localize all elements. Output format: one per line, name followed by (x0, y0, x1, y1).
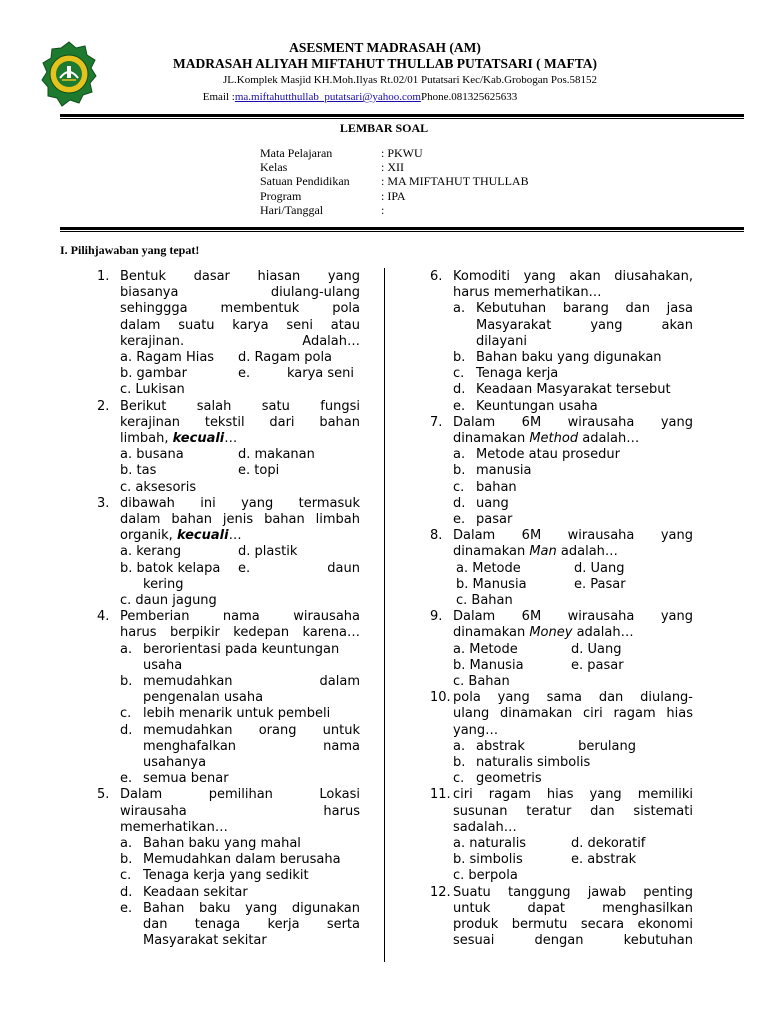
option-text: pasar (476, 512, 513, 528)
option-text: usahanya (143, 754, 207, 770)
question-text: Bentuk dasar hiasan yang (120, 269, 360, 284)
option-d[interactable]: d. Uang (574, 560, 625, 576)
question-text: ciri ragam hias yang memiliki (453, 787, 693, 803)
option-row (453, 674, 693, 690)
option-text: Keadaan sekitar (143, 884, 248, 900)
emphasis-text: Method (529, 431, 579, 447)
text-part: … (224, 430, 238, 446)
text-part: limbah, (120, 430, 173, 446)
option-e[interactable]: e. topi (238, 463, 280, 479)
option-c[interactable] (453, 366, 693, 382)
question-text: ulang dinamakan ciri ragam hias (453, 706, 693, 722)
option-text: Keadaan Masyarakat tersebut (476, 382, 671, 398)
option-b[interactable]: b. tas (120, 463, 157, 479)
header-title: ASESMENT MADRASAH (AM) (289, 40, 481, 55)
question-text: pola yang sama dan diulang- (453, 690, 693, 706)
question-text: dalam bahan jenis bahan limbah (120, 511, 360, 527)
option-text: daun (327, 560, 360, 576)
option-row (120, 577, 360, 593)
info-label: Satuan Pendidikan (260, 174, 350, 189)
option-row (120, 382, 360, 398)
option-c[interactable]: c. aksesoris (120, 479, 197, 495)
question-text: sadalah… (453, 819, 517, 835)
option-letter: c. (120, 706, 132, 722)
option-row (453, 561, 693, 577)
option-e[interactable] (120, 771, 360, 787)
option-text: manusia (476, 463, 532, 479)
question-number: 7. (430, 414, 443, 430)
option-letter: a. (120, 835, 133, 851)
question-text: kerajinan tekstil dari bahan (120, 414, 360, 430)
option-e[interactable] (120, 901, 360, 950)
option-letter: b. (453, 350, 466, 366)
phone-number: Phone.081325625633 (420, 91, 518, 103)
question-text: Dalam 6M wirausaha yang (453, 609, 693, 625)
option-text: Masyarakat sekitar (143, 933, 267, 949)
question-number: 1. (97, 269, 110, 284)
option-a[interactable] (453, 447, 693, 463)
option-letter: d. (120, 722, 133, 738)
option-row (453, 836, 693, 852)
contact-line (110, 91, 610, 103)
school-name: MADRASAH ALIYAH MIFTAHUT THULLAB PUTATSARI ( MAFTA) (172, 56, 598, 71)
option-b[interactable]: b. Manusia (456, 576, 527, 592)
option-letter: b. (120, 673, 133, 689)
question-7 (430, 415, 693, 528)
option-letter: b. (120, 852, 133, 868)
option-e[interactable]: e. abstrak (571, 852, 637, 868)
info-value: : MA MIFTAHUT THULLAB (381, 174, 529, 189)
text-part: dinamakan (453, 544, 530, 560)
option-text: Tenaga kerja (476, 366, 559, 382)
info-label: Program (260, 188, 302, 203)
question-text: dibawah ini yang termasuk (120, 495, 360, 511)
option-e[interactable] (453, 512, 693, 528)
option-text: abstrak (476, 738, 525, 754)
question-text: Komoditi yang akan diusahakan, (453, 269, 693, 284)
option-e[interactable] (238, 366, 360, 382)
info-value: : XII (381, 160, 404, 175)
question-10 (430, 690, 693, 787)
option-a[interactable] (120, 836, 360, 852)
text-part: adalah… (556, 544, 618, 560)
question-text (453, 431, 693, 447)
option-text: Bahan baku yang mahal (143, 835, 301, 851)
option-a[interactable]: a. busana (120, 447, 184, 463)
question-number: 4. (97, 609, 110, 625)
question-number: 12. (430, 884, 451, 900)
question-number: 6. (430, 269, 443, 284)
option-text: menghafalkan nama (143, 738, 360, 754)
option-letter: e. (453, 398, 466, 414)
option-text: Bahan baku yang digunakan (476, 350, 662, 366)
option-d[interactable]: d. Uang (571, 641, 622, 657)
option-d[interactable] (120, 723, 360, 772)
question-text: harus berpikir kedepan karena… (120, 625, 360, 641)
option-text: dilayani (476, 333, 527, 349)
option-row (120, 480, 360, 496)
option-row (453, 658, 693, 674)
option-letter: d. (120, 884, 133, 900)
question-text: dalam suatu karya seni atau (120, 317, 360, 333)
option-letter: e. (120, 771, 133, 787)
info-value: : IPA (381, 188, 406, 203)
option-d[interactable]: d. Ragam pola (238, 350, 333, 366)
option-c[interactable]: c. Lukisan (120, 382, 185, 398)
text-part: dinamakan (453, 625, 530, 641)
option-row (120, 350, 360, 366)
info-value: : (381, 202, 385, 217)
emphasis-text: Man (529, 544, 557, 560)
question-number: 9. (430, 609, 443, 625)
question-text (453, 544, 693, 560)
option-a[interactable] (120, 642, 360, 674)
question-text: sesuai dengan kebutuhan (453, 933, 693, 949)
question-text (453, 625, 693, 641)
option-a[interactable]: a. kerang (120, 544, 182, 560)
option-row (120, 447, 360, 463)
question-text: yang… (453, 722, 499, 738)
question-text: Dalam pemilihan Lokasi (120, 787, 360, 803)
option-text: dan tenaga kerja serta (143, 916, 360, 932)
question-12 (430, 885, 693, 950)
option-b[interactable] (120, 674, 360, 706)
option-letter: d. (453, 382, 466, 398)
option-letter: e. (238, 560, 251, 576)
option-c[interactable]: c. daun jagung (120, 592, 217, 608)
email-label: Email : (202, 91, 235, 103)
option-text: memudahkan orang untuk (143, 722, 360, 738)
option-d[interactable]: d. dekoratif (571, 836, 646, 852)
question-number: 2. (97, 398, 110, 414)
option-b[interactable] (453, 755, 693, 771)
option-letter: a. (453, 301, 466, 317)
question-number: 3. (97, 495, 110, 511)
option-b[interactable]: b. batok kelapa (120, 560, 221, 576)
option-text: bahan (476, 479, 517, 495)
question-1 (97, 269, 360, 399)
info-rule-thin (60, 231, 744, 232)
option-text: lebih menarik untuk pembeli (143, 706, 331, 722)
question-text: sehinggga membentuk pola (120, 301, 360, 317)
info-label: Mata Pelajaran (260, 146, 333, 160)
option-a[interactable]: a. Metode (453, 641, 518, 657)
option-letter: a. (453, 447, 466, 463)
option-e[interactable]: e. pasar (571, 657, 624, 673)
option-text: memudahkan dalam (143, 673, 360, 689)
email-link[interactable]: ma.miftahutthullab_putatsari@yahoo.com (234, 91, 421, 103)
question-number: 11. (430, 787, 451, 803)
option-e[interactable] (453, 399, 693, 415)
question-text: wirausaha harus (120, 803, 360, 819)
info-label: Hari/Tanggal (260, 202, 324, 217)
option-text: Keuntungan usaha (476, 398, 598, 414)
question-text: Dalam 6M wirausaha yang (453, 528, 693, 544)
question-text: susunan teratur dan sistemati (453, 803, 693, 819)
option-letter: c. (453, 771, 465, 787)
emphasis-text: kecuali (172, 430, 225, 446)
text-part: organik, (120, 528, 177, 544)
option-text: naturalis simbolis (476, 755, 591, 770)
option-a[interactable]: a. Metode (456, 560, 521, 576)
option-c[interactable]: c. Bahan (456, 593, 513, 609)
question-number: 5. (97, 787, 110, 803)
question-text: Berikut salah satu fungsi (120, 398, 360, 414)
option-letter: a. (120, 641, 133, 657)
option-letter: e. (238, 366, 251, 382)
question-text: Dalam 6M wirausaha yang (453, 414, 693, 430)
question-number: 10. (430, 690, 451, 706)
option-row (120, 561, 360, 577)
option-letter: e. (120, 900, 133, 916)
option-letter: c. (453, 479, 465, 495)
section-heading: I. Pilihjawaban yang tepat! (60, 243, 200, 257)
option-c[interactable]: c. berpola (453, 868, 518, 884)
question-text (120, 528, 360, 544)
option-row (120, 544, 360, 560)
option-text: Metode atau prosedur (476, 447, 620, 463)
option-text: uang (476, 495, 509, 511)
question-4 (97, 609, 360, 787)
question-text: kerajinan. Adalah… (120, 333, 360, 349)
emphasis-text: Money (529, 625, 573, 641)
option-row (120, 463, 360, 479)
option-text: Kebutuhan barang dan jasa (476, 301, 693, 317)
option-d[interactable]: d. makanan (238, 447, 315, 463)
option-a[interactable]: a. Ragam Hias (120, 350, 215, 366)
question-11 (430, 787, 693, 884)
option-b[interactable] (453, 350, 693, 366)
info-rule-thick (60, 227, 744, 230)
option-text: berorientasi pada keuntungan (143, 641, 340, 657)
option-a[interactable] (453, 739, 693, 755)
school-logo (40, 40, 98, 110)
text-part: dinamakan (453, 431, 530, 447)
questions-left (97, 269, 360, 949)
questions-right (430, 269, 693, 949)
question-text: biasanya diulang-ulang (120, 285, 360, 301)
option-letter: b. (453, 755, 466, 770)
option-e[interactable] (238, 561, 360, 577)
option-a[interactable] (453, 301, 693, 350)
option-text: geometris (476, 771, 542, 787)
question-text: untuk dapat menghasilkan (453, 900, 693, 916)
header-rule-thin (60, 118, 744, 119)
option-text: Tenaga kerja yang sedikit (143, 868, 309, 884)
school-address: JL.Komplek Masjid KH.Moh.Ilyas Rt.02/01 Putatsari Kec/Kab.Grobogan Pos.58152 (223, 74, 597, 86)
option-a[interactable]: a. naturalis (453, 836, 527, 852)
option-letter: c. (453, 366, 465, 382)
option-row (453, 852, 693, 868)
info-label: Kelas (260, 160, 288, 175)
option-text: Bahan baku yang digunakan (143, 900, 360, 916)
option-b[interactable]: b. gambar (120, 366, 187, 382)
question-5 (97, 787, 360, 949)
option-text: usaha (143, 657, 183, 673)
option-row (453, 577, 693, 593)
question-text: produk bermutu secara ekonomi (453, 916, 693, 932)
option-b[interactable] (120, 852, 360, 868)
option-d[interactable]: d. plastik (238, 544, 298, 560)
question-6 (430, 269, 693, 415)
info-value: : PKWU (381, 146, 423, 160)
text-part: adalah… (578, 431, 640, 447)
option-c[interactable] (120, 868, 360, 884)
option-text: semua benar (143, 771, 229, 787)
option-d[interactable] (453, 496, 693, 512)
option-b[interactable]: b. simbolis (453, 852, 523, 868)
option-text: pengenalan usaha (143, 690, 264, 706)
question-text: harus memerhatikan… (453, 285, 602, 301)
option-d[interactable] (453, 382, 693, 398)
option-c[interactable] (453, 480, 693, 496)
question-8 (430, 528, 693, 609)
option-row (120, 366, 360, 382)
option-b-continued: kering (143, 576, 184, 592)
option-row (453, 593, 693, 609)
option-letter: b. (453, 463, 466, 479)
option-text: karya seni (286, 366, 354, 382)
option-b[interactable]: b. Manusia (453, 657, 524, 673)
option-text: Masyarakat yang akan (476, 317, 693, 333)
text-part: … (228, 528, 242, 544)
header-rule-thick (60, 114, 744, 117)
option-letter: e. (453, 512, 466, 528)
option-row (453, 868, 693, 884)
option-letter: d. (453, 495, 466, 511)
option-text: Memudahkan dalam berusaha (143, 852, 341, 868)
text-part: adalah… (572, 625, 634, 641)
column-divider (384, 268, 385, 962)
option-row (120, 593, 360, 609)
question-text: memerhatikan… (120, 819, 228, 835)
question-text: Pemberian nama wirausaha (120, 609, 360, 625)
sheet-title: LEMBAR SOAL (339, 121, 429, 135)
question-text (120, 431, 360, 447)
option-c[interactable] (120, 706, 360, 722)
option-e[interactable]: e. Pasar (574, 576, 626, 592)
option-c[interactable] (453, 771, 693, 787)
question-text: Suatu tanggung jawab penting (453, 884, 693, 900)
option-d[interactable] (120, 885, 360, 901)
option-letter: c. (120, 868, 132, 884)
emphasis-text: kecuali (176, 528, 229, 544)
option-b[interactable] (453, 463, 693, 479)
question-number: 8. (430, 528, 443, 544)
option-letter: a. (453, 738, 466, 754)
option-text: berulang (578, 738, 636, 754)
question-2 (97, 399, 360, 496)
question-3 (97, 496, 360, 609)
option-c[interactable]: c. Bahan (453, 674, 510, 689)
question-9 (430, 609, 693, 690)
option-row (453, 642, 693, 658)
